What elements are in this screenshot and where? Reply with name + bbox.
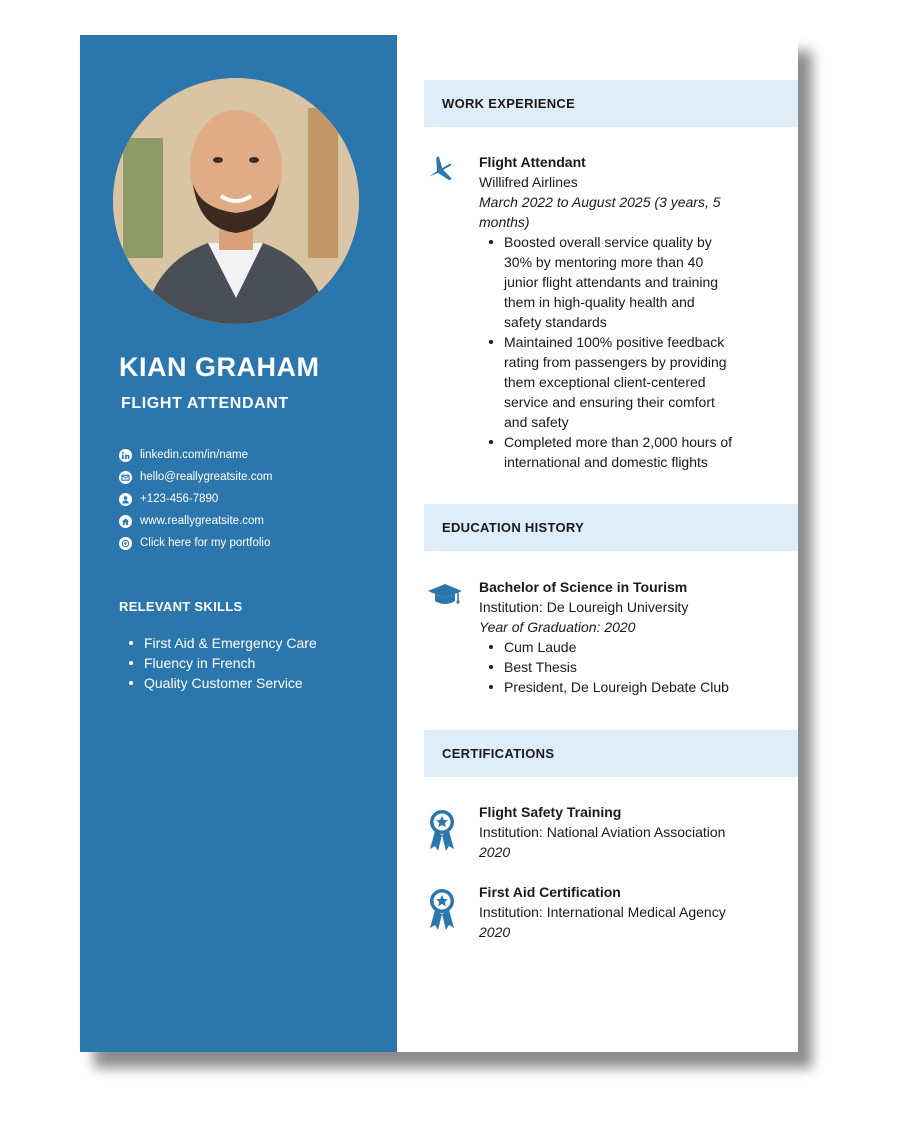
contact-email-text: hello@reallygreatsite.com xyxy=(140,471,273,483)
education-year: Year of Graduation: 2020 xyxy=(479,619,636,635)
education-bullet: President, De Loureigh Debate Club xyxy=(487,677,769,697)
education-heading: EDUCATION HISTORY xyxy=(442,520,585,535)
sidebar xyxy=(80,35,397,1052)
award-ribbon-icon xyxy=(427,807,457,853)
skill-item: First Aid & Emergency Care xyxy=(127,633,317,653)
graduation-cap-icon xyxy=(427,581,463,609)
work-experience-header xyxy=(424,80,798,127)
airplane-icon xyxy=(425,154,457,186)
certifications-heading: CERTIFICATIONS xyxy=(442,746,555,761)
work-company: Willifred Airlines xyxy=(479,174,578,190)
contact-phone[interactable] xyxy=(119,488,272,510)
phone-icon xyxy=(119,493,132,506)
skill-item: Quality Customer Service xyxy=(127,673,317,693)
home-icon xyxy=(119,515,132,528)
contact-portfolio-text: Click here for my portfolio xyxy=(140,537,271,549)
skills-heading: RELEVANT SKILLS xyxy=(119,599,243,614)
certifications-header xyxy=(424,730,798,777)
work-experience-heading: WORK EXPERIENCE xyxy=(442,96,576,111)
education-header xyxy=(424,504,798,551)
contact-email[interactable] xyxy=(119,466,272,488)
education-degree: Bachelor of Science in Tourism xyxy=(479,579,688,595)
work-dates: March 2022 to August 2025 (3 years, 5 months) xyxy=(479,194,721,230)
education-bullet: Cum Laude xyxy=(487,637,769,657)
eye-icon xyxy=(119,537,132,550)
certification-institution: Institution: International Medical Agency xyxy=(479,904,726,920)
contact-portfolio[interactable] xyxy=(119,532,272,554)
contact-website-text: www.reallygreatsite.com xyxy=(140,515,264,527)
candidate-name: KIAN GRAHAM xyxy=(119,352,320,382)
certification-name: First Aid Certification xyxy=(479,884,621,900)
certification-name: Flight Safety Training xyxy=(479,804,622,820)
work-bullet: Completed more than 2,000 hours of international and domestic flights xyxy=(487,432,769,472)
certification-entry xyxy=(479,802,769,862)
education-bullet: Best Thesis xyxy=(487,657,769,677)
contact-linkedin[interactable] xyxy=(119,444,272,466)
contact-list xyxy=(119,444,272,554)
certification-year: 2020 xyxy=(479,844,511,860)
certification-institution: Institution: National Aviation Association xyxy=(479,824,726,840)
education-bullets xyxy=(487,637,769,697)
work-bullet: Boosted overall service quality by 30% by mentoring more than 40 junior flight attendants and training them in high-quality health and safety standards xyxy=(487,232,769,332)
contact-phone-text: +123-456-7890 xyxy=(140,493,219,505)
skill-item: Fluency in French xyxy=(127,653,317,673)
work-role: Flight Attendant xyxy=(479,154,586,170)
resume-page xyxy=(80,35,798,1052)
award-ribbon-icon xyxy=(427,886,457,932)
contact-linkedin-text: linkedin.com/in/name xyxy=(140,449,249,461)
certification-year: 2020 xyxy=(479,924,511,940)
education-institution: Institution: De Loureigh University xyxy=(479,599,689,615)
education-entry xyxy=(479,577,769,697)
contact-website[interactable] xyxy=(119,510,272,532)
skills-list xyxy=(127,633,317,693)
profile-photo xyxy=(113,78,359,324)
candidate-title: FLIGHT ATTENDANT xyxy=(121,395,289,412)
certification-entry xyxy=(479,882,769,942)
work-entry xyxy=(479,152,769,472)
linkedin-icon xyxy=(119,449,132,462)
work-bullets xyxy=(487,232,769,472)
work-bullet: Maintained 100% positive feedback rating from passengers by providing them exceptional client-centered service and ensuring their comfort and safety xyxy=(487,332,769,432)
email-icon xyxy=(119,471,132,484)
